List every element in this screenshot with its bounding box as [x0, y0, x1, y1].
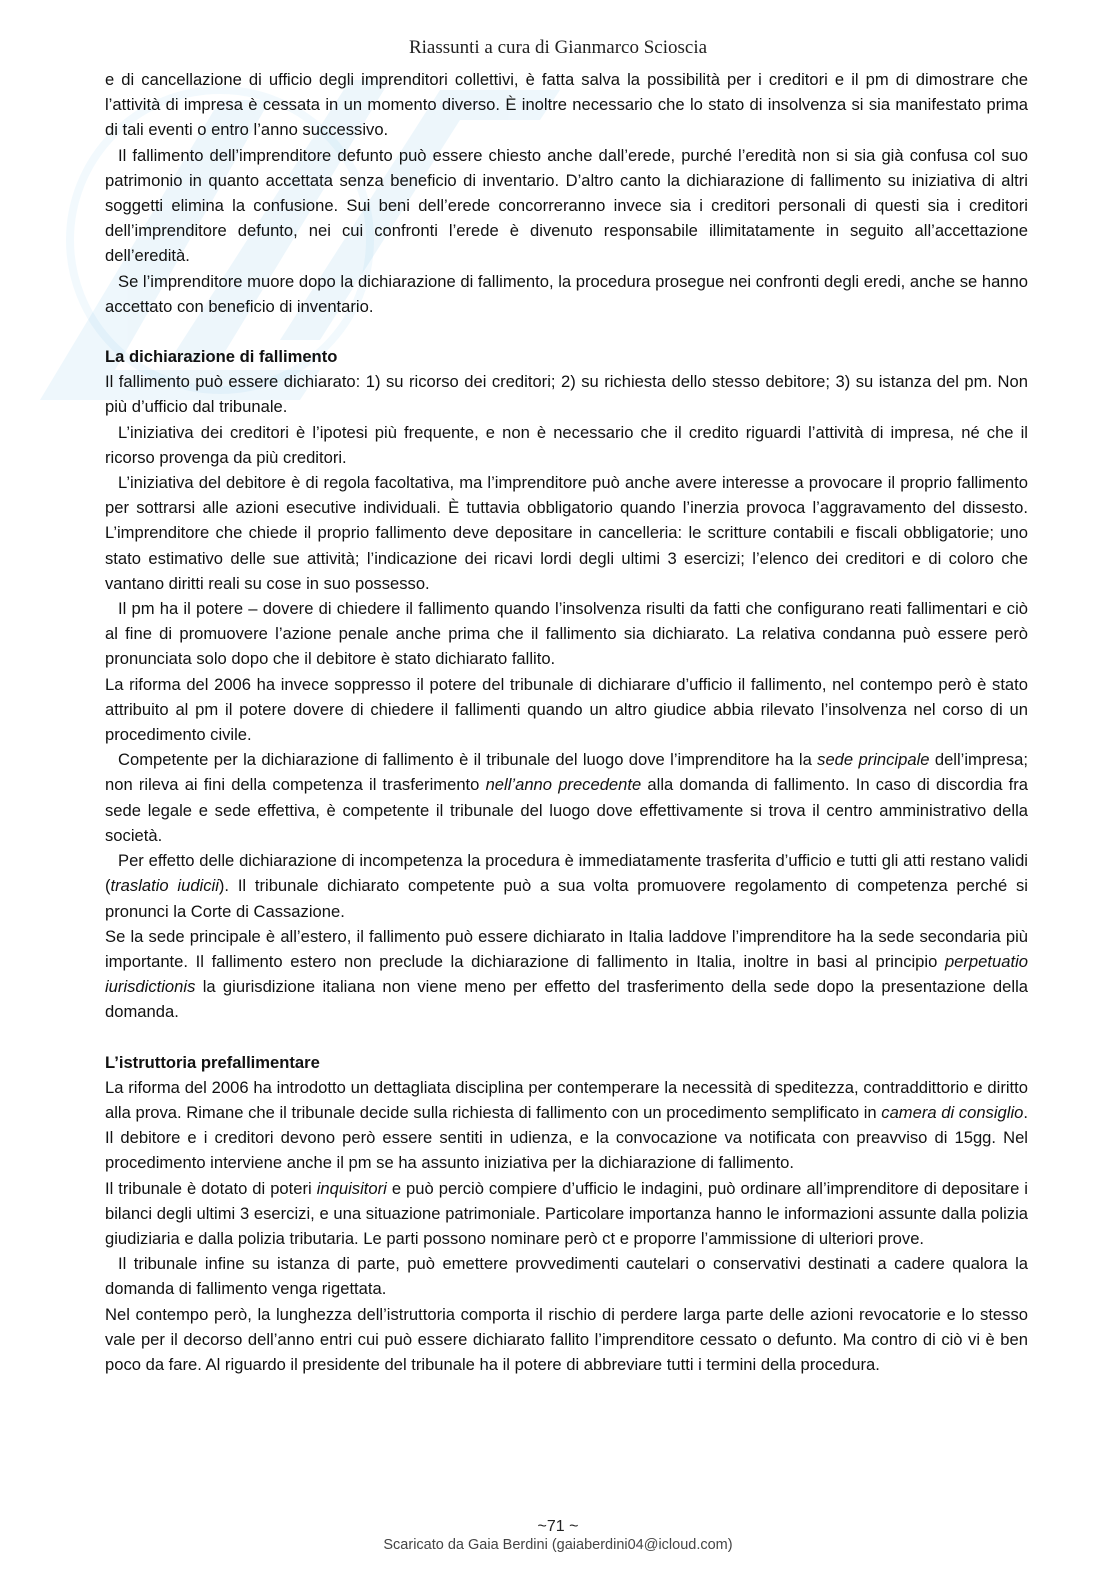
paragraph: Se l’imprenditore muore dopo la dichiarazione di fallimento, la procedura prosegue nei confronti degli eredi, anche se hanno accettato con beneficio di inventario. [105, 271, 1028, 316]
section-heading: La dichiarazione di fallimento [105, 347, 338, 367]
paragraph: Nel contempo però, la lunghezza dell’istruttoria comporta il rischio di perdere larga parte delle azioni revocatorie e lo stesso vale per il decorso dell’anno entri cui può essere dichiarato fallito l’imprenditore cessato o defunto. Ma contro di ciò vi è ben poco da fare. Al riguardo il presidente del tribunale ha il potere di abbreviare tutti i termini della procedura. [105, 1304, 1028, 1374]
paragraph [105, 1176, 1028, 1252]
section-heading: L’istruttoria prefallimentare [105, 1052, 320, 1072]
paragraph [105, 848, 1028, 924]
text-span: ). Il tribunale dichiarato competente può a sua volta promuovere regolamento di competenza perché si pronunci la Corte di Cassazione. [105, 876, 1028, 921]
paragraph: e di cancellazione di ufficio degli imprenditori collettivi, è fatta salva la possibilità per i creditori e il pm di dimostrare che l’attività di impresa è cessata in un momento diverso. È inoltre necessario che lo stato di insolvenza si sia manifestato prima di tali eventi o entro l’anno successivo. [105, 70, 1028, 140]
paragraph: Il tribunale infine su istanza di parte, può emettere provvedimenti cautelari o conservativi destinati a cadere qualora la domanda di fallimento venga rigettata. [105, 1254, 1028, 1299]
text-span: Se la sede principale è all’estero, il fallimento può essere dichiarato in Italia laddove l’imprenditore ha la sede secondaria più importante. Il fallimento estero non preclude la dichiarazione di fallimento in Italia, inoltre in basi al principio [105, 926, 1028, 971]
text-span: alla domanda di fallimento. In caso di discordia fra sede legale e sede effettiva, è competente il tribunale del luogo dove effettivamente si trova il centro amministrativo della società. [105, 775, 1029, 845]
paragraph: Il pm ha il potere – dovere di chiedere il fallimento quando l’insolvenza risulti da fatti che configurano reati fallimentari e ciò al fine di promuovere l’azione penale anche prima che il fallimento sia dichiarato. La relativa condanna può essere però pronunciata solo dopo che il debitore è stato dichiarato fallito. [105, 599, 1028, 669]
paragraph: L’iniziativa del debitore è di regola facoltativa, ma l’imprenditore può anche avere interesse a provocare il proprio fallimento per sottrarsi alle azioni esecutive individuali. È tuttavia obbligatorio quando l’inerzia provoca l’aggravamento del dissesto. L’imprenditore che chiede il proprio fallimento deve depositare in cancelleria: le scritture contabili e fiscali obbligatorie; uno stato estimativo delle sue attività; l’indicazione dei ricavi lordi degli ultimi 3 esercizi; l’elenco dei creditori e di coloro che vantano diritti reali su cose in suo possesso. [105, 473, 1028, 593]
paragraph: La riforma del 2006 ha invece soppresso il potere del tribunale di dichiarare d’ufficio il fallimento, nel contempo però è stato attribuito al pm il potere dovere di chiedere il fallimenti quando un altro giudice abbia rilevato l’insolvenza nel corso di un procedimento civile. [105, 674, 1028, 745]
text-span: La riforma del 2006 ha introdotto un dettagliata disciplina per contemperare la necessità di speditezza, contraddittorio e diritto alla prova. Rimane che il tribunale decide sulla richiesta di fallimento con un procedimento semplificato in [105, 1077, 1028, 1122]
page-header: Riassunti a cura di Gianmarco Scioscia [408, 37, 708, 58]
paragraph [105, 1075, 1028, 1176]
italic-term: nell’anno precedente [485, 775, 642, 795]
italic-term: camera di consiglio [881, 1102, 1024, 1122]
paragraph: L’iniziativa dei creditori è l’ipotesi più frequente, e non è necessario che il credito riguardi l’attività di impresa, né che il ricorso provenga da più creditori. [105, 422, 1028, 467]
paragraph [105, 747, 1028, 848]
italic-term: traslatio iudicii [110, 876, 219, 896]
paragraph [105, 924, 1028, 1025]
text-span: Competente per la dichiarazione di fallimento è il tribunale del luogo dove l’imprenditore ha la [118, 750, 818, 770]
italic-term: perpetuatio iurisdictionis [105, 951, 1028, 997]
paragraph: Il fallimento dell’imprenditore defunto può essere chiesto anche dall’erede, purché l’eredità non si sia già confusa col suo patrimonio in quanto accettata senza beneficio di inventario. D’altro canto la dichiarazione di fallimento su iniziativa di altri soggetti elimina la confusione. Sui beni dell’erede concorreranno invece sia i creditori personali di questi sia i creditori dell’imprenditore defunto, nei cui confronti l’erede è divenuto responsabile illimitatamente in seguito all’accettazione dell’eredità. [105, 145, 1028, 266]
text-span: Per effetto delle dichiarazione di incompetenza la procedura è immediatamente trasferita d’ufficio e tutti gli atti restano validi ( [105, 851, 1028, 896]
text-span: dell’impresa; non rileva ai fini della competenza il trasferimento [105, 750, 1028, 795]
text-span: Il tribunale è dotato di poteri [105, 1178, 317, 1198]
text-span: e può perciò compiere d’ufficio le indagini, può ordinare all’imprenditore di depositare i bilanci degli ultimi 3 esercizi, e una situazione patrimoniale. Particolare importanza hanno le informazioni assunte dalla polizia giudiziaria e dalla polizia tributaria. Le parti possono nominare però ct e proporre l’ammissione di ulteriori prove. [105, 1178, 1028, 1248]
text-span: . Il debitore e i creditori devono però essere sentiti in udienza, e la convocazione va notificata con preavviso di 15gg. Nel procedimento interviene anche il pm se ha assunto iniziativa per la dichiarazione di fallimento. [105, 1102, 1028, 1173]
document-body [105, 67, 1028, 1377]
italic-term: inquisitori [316, 1178, 387, 1198]
text-span: la giurisdizione italiana non viene meno per effetto del trasferimento della sede dopo la presentazione della domanda. [105, 977, 1028, 1022]
paragraph: Il fallimento può essere dichiarato: 1) su ricorso dei creditori; 2) su richiesta dello stesso debitore; 3) su istanza del pm. Non più d’ufficio dal tribunale. [105, 372, 1028, 417]
download-note: Scaricato da Gaia Berdini (gaiaberdini04@icloud.com) [383, 1537, 733, 1553]
page-number: ~71 ~ [537, 1518, 579, 1535]
italic-term: sede principale [817, 750, 930, 770]
